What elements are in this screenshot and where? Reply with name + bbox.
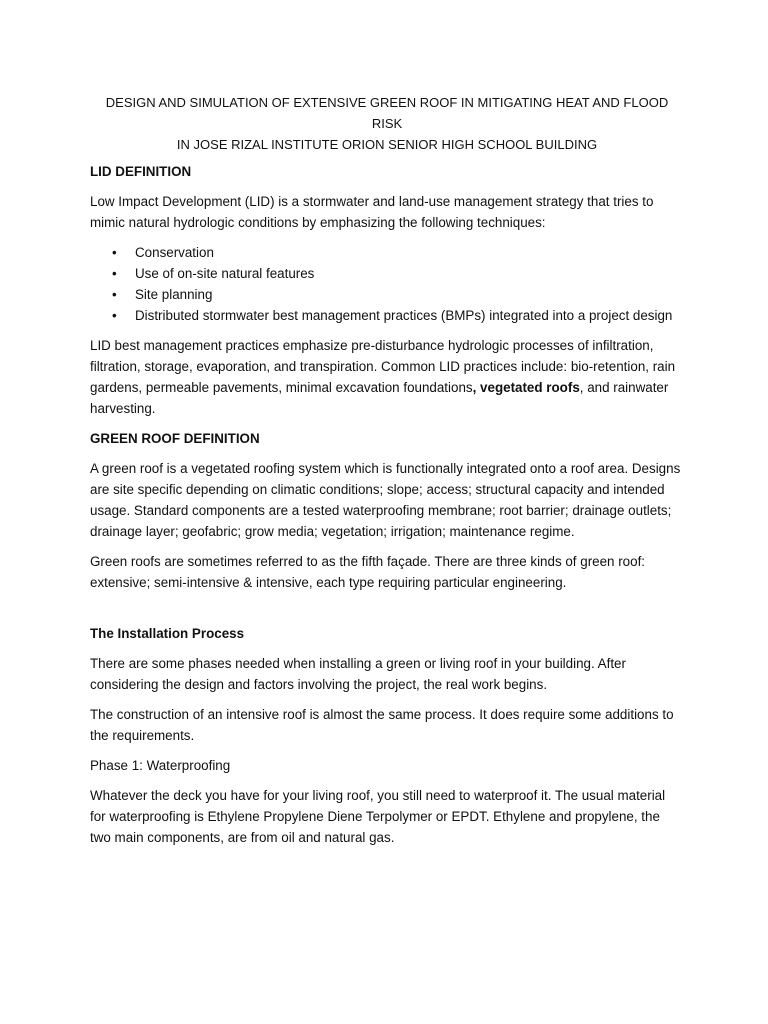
list-item-text: Conservation — [135, 245, 214, 260]
green-roof-paragraph-2: Green roofs are sometimes referred to as the fifth façade. There are three kinds of green roof: extensive; semi-intensive & intensive, each type requiring particular engineering. — [90, 554, 646, 590]
section-spacer — [90, 602, 684, 623]
list-item — [90, 305, 684, 326]
lid-practices-text: LID best management practices emphasize pre-disturbance hydrologic processes of infiltration, filtration, storage, evaporation, and transpiration. Common LID practices include: bio-retention, rain gardens, permeable pavements, minimal excavation foundations — [90, 338, 676, 395]
bullet-icon: • — [112, 308, 117, 323]
title-line-2: IN JOSE RIZAL INSTITUTE ORION SENIOR HIGH SCHOOL BUILDING — [176, 137, 598, 152]
list-item — [90, 263, 684, 284]
list-item-text: Distributed stormwater best management practices (BMPs) integrated into a project design — [135, 308, 673, 323]
bullet-icon: • — [112, 266, 117, 281]
list-item-text: Use of on-site natural features — [135, 266, 315, 281]
phase-1-heading: Phase 1: Waterproofing — [90, 758, 231, 773]
document-page — [90, 92, 684, 857]
vegetated-roofs-emphasis: , vegetated roofs — [472, 380, 580, 395]
phase-1-paragraph: Whatever the deck you have for your living roof, you still need to waterproof it. The usual material for waterproofing is Ethylene Propylene Diene Terpolymer or EPDT. Ethylene and propylene, the two main components, are from oil and natural gas. — [90, 788, 666, 845]
list-item — [90, 242, 684, 263]
title-line-1: DESIGN AND SIMULATION OF EXTENSIVE GREEN ROOF IN MITIGATING HEAT AND FLOOD RISK — [105, 95, 669, 131]
installation-process-heading: The Installation Process — [90, 626, 245, 641]
installation-paragraph-2: The construction of an intensive roof is almost the same process. It does require some additions to the requirements. — [90, 707, 674, 743]
lid-practices-tail: , and rainwater harvesting. — [90, 380, 669, 416]
lid-practices-paragraph — [90, 335, 684, 419]
bullet-icon: • — [112, 245, 117, 260]
green-roof-paragraph-1: A green roof is a vegetated roofing system which is functionally integrated onto a roof area. Designs are site specific depending on climatic conditions; slope; access; structural capacity and intended usage. Standard components are a tested waterproofing membrane; root barrier; drainage outlets; drainage layer; geofabric; grow media; vegetation; irrigation; maintenance regime. — [90, 461, 681, 539]
green-roof-definition-heading: GREEN ROOF DEFINITION — [90, 431, 260, 446]
lid-techniques-list — [90, 242, 684, 326]
list-item-text: Site planning — [135, 287, 213, 302]
lid-definition-heading: LID DEFINITION — [90, 164, 192, 179]
document-title — [90, 92, 684, 155]
list-item — [90, 284, 684, 305]
bullet-icon: • — [112, 287, 117, 302]
lid-intro-paragraph: Low Impact Development (LID) is a stormwater and land-use management strategy that tries to mimic natural hydrologic conditions by emphasizing the following techniques: — [90, 194, 654, 230]
installation-paragraph-1: There are some phases needed when installing a green or living roof in your building. After considering the design and factors involving the project, the real work begins. — [90, 656, 626, 692]
